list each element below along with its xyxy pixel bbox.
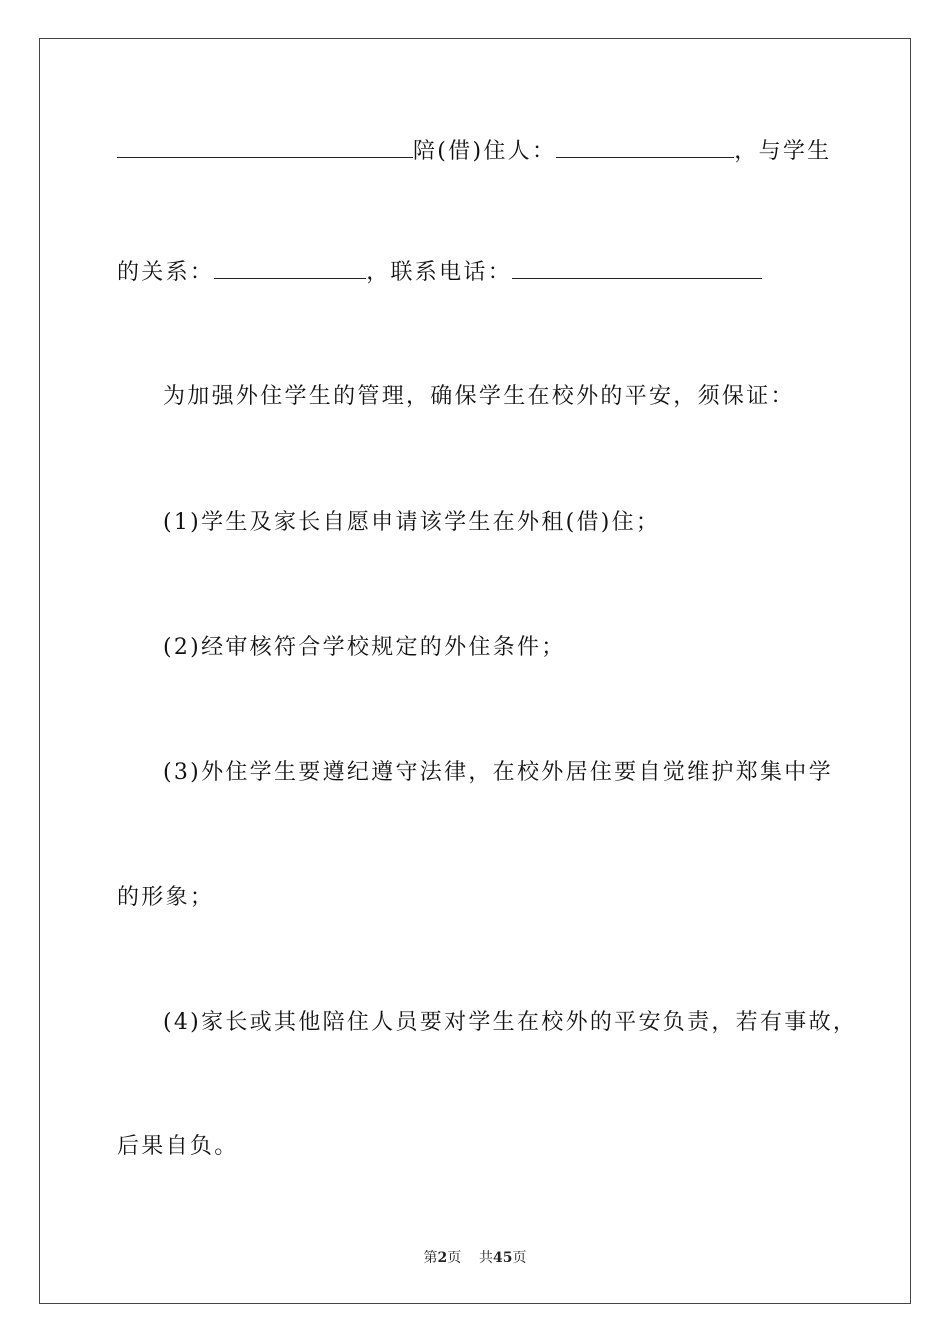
relation-line [117,258,762,287]
blank-field-companion-name [556,137,734,158]
companion-line [117,137,831,166]
blank-field-phone [512,258,762,279]
item-3-line-1: (3)外住学生要遵纪遵守法律，在校外居住要自觉维护郑集中学 [163,760,833,785]
item-2: (2)经审核符合学校规定的外住条件； [163,635,566,660]
relation-label: 的关系： [117,260,215,285]
total-suffix: 页 [512,1250,527,1266]
item-1: (1)学生及家长自愿申请该学生在外租(借)住； [163,510,661,535]
relation-text-start: ，与学生 [734,139,832,164]
blank-field-relation [214,258,366,279]
document-page [39,38,911,1304]
item-3-line-2: 的形象； [117,885,215,910]
total-pages: 45 [493,1250,513,1266]
companion-label: 陪(借)住人： [413,139,557,164]
intro-paragraph: 为加强外住学生的管理，确保学生在校外的平安，须保证： [163,384,795,409]
page-footer [0,1247,950,1267]
page-prefix: 第 [423,1250,438,1266]
page-suffix: 页 [447,1250,462,1266]
blank-field-student-info [117,137,413,158]
phone-label: ，联系电话： [366,260,513,285]
total-prefix: 共 [479,1250,494,1266]
item-4-line-1: (4)家长或其他陪住人员要对学生在校外的平安负责，若有事故， [163,1010,858,1035]
page-number: 2 [437,1250,448,1266]
item-4-line-2: 后果自负。 [117,1134,239,1159]
